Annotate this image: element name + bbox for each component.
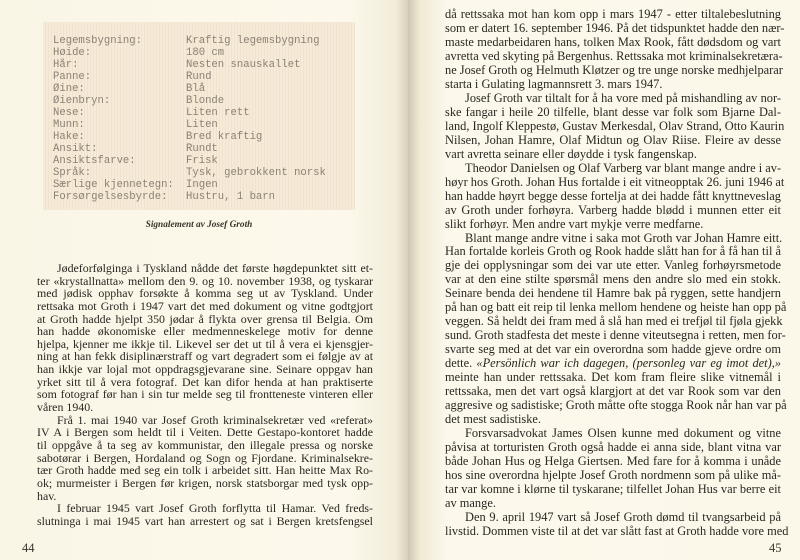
text-line: Frå 1. mai 1940 var Josef Groth kriminalsekretær ved «referat»	[57, 412, 373, 427]
text-line: vart avretta seinare eller døydde i tysk fangenskap.	[445, 146, 697, 161]
signalement-row	[53, 179, 218, 191]
text-line: med jødisk opphav forsøkte å komma seg ut av Tyskland. Under	[37, 286, 373, 301]
text-line: tar var komne i klørne til tyskarane; tilfellet Johan Hus var berre eit	[445, 481, 781, 496]
paragraph	[445, 509, 789, 539]
text-line: at Groth hadde hjelpt 350 jødar å flykta over grensa til Belgia. Om	[37, 311, 373, 326]
signalement-row	[53, 35, 320, 47]
text-line: hjelpa, kjenner me ikkje til. Likevel ser det ut til å vera ei kjensgjer-	[37, 336, 373, 351]
text-line: av mange.	[445, 495, 496, 510]
text-line: ter «krystallnatta» mellom den 9. og 10. november 1938, og tyskarar	[37, 273, 373, 288]
signalement-label: Ansikt:	[53, 143, 98, 155]
text-line: påvisa at torturisten Groth også hadde ei anna side, blant vitna var	[445, 440, 781, 455]
signalement-row	[53, 191, 275, 203]
signalement-value: Ingen	[186, 179, 218, 191]
signalement-label: Øienbryn:	[53, 95, 111, 107]
signalement-value: Tysk, gebrokkent norsk	[186, 167, 326, 179]
text-line: på han og batt eit reip til lenka mellom hendene og heiste han opp på	[445, 300, 787, 315]
text-line: som fotograf før han i sin tur melde seg til frontteneste vinteren eller	[37, 387, 373, 402]
text-line: ne Josef Groth og Helmuth Kløtzer og tre unge norske medhjelparar	[445, 62, 783, 77]
text-line: Theodor Danielsen og Olaf Varberg var blant mange andre i av-	[465, 160, 782, 175]
text-line: yrket sitt til å vera fotograf. Det kan difor henda at han praktiserte	[37, 374, 373, 389]
text-line: då rettssaka mot han kom opp i mars 1947 - etter tiltalebeslutning	[445, 7, 781, 21]
text-segment: dette.	[445, 356, 477, 371]
text-line: Jødeforfølginga i Tyskland nådde det første høgdepunktet sitt et-	[57, 261, 373, 275]
signalement-row	[53, 71, 211, 83]
text-line: sabotørar i Bergen, Hordaland og Sogn og Fjordane. Kriminalsekre-	[37, 450, 373, 465]
text-line: slutninga i mai 1945 vart han arrestert og sat i Bergen kretsfengsel	[37, 513, 373, 528]
text-line: maste medarbeidaren hans, tolken Max Rook, fått dødsdom og vart	[445, 34, 781, 49]
paragraph	[37, 502, 373, 527]
signalement-row	[53, 155, 218, 167]
text-line: Blant mange andre vitne i saka mot Groth var Johan Hamre eitt.	[465, 230, 783, 245]
signalement-row	[53, 47, 224, 59]
paragraph	[445, 230, 787, 428]
text-line: ske fangar i heile 20 tilfelle, blant desse var folk som Bjarne Dal-	[445, 104, 781, 119]
text-line: rettssaka, men det vart også klargjort at det var Rook som var den	[445, 384, 781, 399]
signalement-row	[53, 119, 218, 131]
text-line: han ikkje var lojal mot oppdragsgjevarane sine. Seinare oppgav han	[37, 362, 373, 377]
signalement-label: Panne:	[53, 71, 92, 83]
figure-caption: Signalement av Josef Groth	[145, 220, 253, 230]
text-line: våren 1940.	[37, 400, 94, 415]
text-line: Han fortalde korleis Groth og Rook hadde slått han for å få han til å	[445, 244, 781, 259]
text-line: til oppgåve å ta seg av kommunistar, den illegale pressa og norske	[37, 437, 373, 452]
text-line: sund. Groth stadfesta det meste i denne viteutsegna i retten, men for-	[445, 328, 786, 343]
signalement-value: 180 cm	[186, 47, 225, 59]
body-text	[445, 7, 789, 539]
signalement-label: Munn:	[53, 119, 85, 131]
text-line: hos sine overordna hjelpte Josef Groth nordmenn som på ulike må-	[445, 467, 781, 482]
text-line: som er datert 16. september 1946. På det tidspunktet hadde den nær-	[445, 20, 785, 35]
signalement-value: Rundt	[186, 143, 218, 155]
text-line: han hadde økonomiske eller medmenneskelege motiv for denne	[37, 324, 373, 339]
text-line: svarte seg med at det var ein overordna som hadde gjeve ordre om	[445, 342, 781, 357]
signalement-label: Legemsbygning:	[53, 35, 143, 47]
signalement-value: Blå	[186, 83, 206, 95]
signalement-row	[53, 107, 250, 119]
signalement-value: Rund	[186, 71, 212, 83]
text-line: tær Groth hadde med seg ein tolk i arbeidet sitt. Han heitte Max Ro-	[37, 463, 373, 478]
text-line: I februar 1945 vart Josef Groth forflytta til Hamar. Ved freds-	[57, 501, 373, 516]
signalement-row	[53, 131, 262, 143]
paragraph	[37, 262, 373, 414]
paragraph	[445, 7, 785, 92]
body-text	[37, 262, 373, 527]
paragraph	[445, 160, 785, 232]
signalement-label: Hake:	[53, 131, 85, 143]
signalement-label: Øine:	[53, 83, 85, 95]
text-line: ok; murmeister i Bergen før krigen, norsk statsborgar med tysk opp-	[37, 475, 373, 490]
signalement-value: Nesten snauskallet	[186, 59, 301, 71]
text-line: Forsvarsadvokat James Olsen kunne med dokument og vitne	[465, 426, 781, 441]
signalement-row	[53, 59, 300, 71]
right-page	[408, 0, 800, 560]
signalement-value: Kraftig legemsbygning	[186, 35, 320, 47]
text-line: rettsaka mot Groth i 1947 vart det med dokument og vitne godtgjort	[37, 298, 373, 313]
signalement-value: Hustru, 1 barn	[186, 191, 276, 203]
signalement-row	[53, 143, 218, 155]
quote-italic: «Persönlich war ich dagegen, (personleg var eg imot det),»	[476, 356, 781, 371]
signalement-value: Frisk	[186, 155, 218, 167]
text-line: ning at han fekk disiplinærstraff og vart degradert som ei følgje av at	[37, 349, 373, 364]
signalement-label: Særlige kjennetegn:	[53, 179, 174, 191]
text-line: land, Ingolf Kleppestø, Gustav Merkesdal, Olav Strand, Otto Kaurin	[445, 118, 785, 133]
text-line: Den 9. april 1947 vart så Josef Groth dømd til tvangsarbeid på	[465, 509, 781, 524]
text-line: avretta ved skyting på Bergenhus. Rettssaka mot kriminalsekretæra-	[445, 48, 783, 63]
signalement-row	[53, 167, 326, 179]
text-line: av Groth under forhøyra. Varberg hadde blødd i munnen etter eit	[445, 202, 781, 217]
text-line: Seinare benda dei hendene til Hamre bak på ryggen, sette handjern	[445, 286, 781, 301]
text-line: veggen. Så heldt dei fram med å slå han med ei trefjøl til fjøla gjekk	[445, 314, 783, 329]
page-number: 45	[769, 541, 782, 555]
text-line: starta i Gulating lagmannsrett 3. mars 1947.	[445, 76, 663, 91]
signalement-value: Blonde	[186, 95, 225, 107]
signalement-label: Hår:	[53, 59, 79, 71]
paragraph	[445, 427, 781, 511]
signalement-value: Liten rett	[186, 107, 250, 119]
signalement-value: Bred kraftig	[186, 131, 263, 143]
text-line: IV A i Bergen som heldt til i Veiten. Dette Gestapo-kontoret hadde	[37, 425, 373, 440]
signalement-box	[43, 22, 355, 210]
signalement-label: Nese:	[53, 107, 85, 119]
text-line: hav.	[37, 488, 57, 503]
signalement-row	[53, 83, 205, 95]
text-line: høyr hos Groth. Johan Hus fortalde i eit vitneopptak 26. juni 1946 at	[445, 174, 785, 189]
text-line: Nilsen, Johan Hamre, Olaf Midtun og Olav Riise. Fleire av desse	[445, 132, 781, 147]
page-number: 44	[22, 541, 35, 555]
signalement-label: Språk:	[53, 167, 92, 179]
text-line: aggresive og sadistiske; Groth måtte ofte stogga Rook når han var på	[445, 398, 787, 413]
text-line: gje dei opplysningar som dei var ute etter. Vanleg forhøyrsmetode	[445, 258, 781, 273]
text-line: både Johan Hus og Helga Giertsen. Med fare for å komma i unåde	[445, 454, 781, 468]
text-line: meinte han under rettssaka. Det kom fram fleire slike vitnemål i	[445, 370, 781, 385]
signalement-row	[53, 95, 224, 107]
text-line: han hadde høyrt begge desse fortelja at dei hadde fått knyttneveslag	[445, 188, 781, 203]
paragraph	[445, 90, 785, 162]
signalement-label: Høide:	[53, 47, 92, 59]
text-line: var at den eine stilte spørsmål mens den andre slo med ein stokk.	[445, 272, 781, 287]
text-line	[445, 357, 781, 371]
paragraph	[37, 414, 373, 502]
signalement-label: Forsørgelsesbyrde:	[53, 191, 168, 203]
signalement-value: Liten	[186, 119, 218, 131]
signalement-label: Ansiktsfarve:	[53, 155, 136, 167]
text-line: livstid. Dommen viste til at det var slått fast at Groth hadde vore med	[445, 523, 789, 538]
text-line: slikt forhøyr. Men andre vart mykje verre medfarne.	[445, 216, 704, 231]
text-line: det mest sadistiske.	[445, 412, 542, 427]
text-line: Josef Groth var tiltalt for å ha vore med på mishandling av nor-	[465, 90, 781, 105]
